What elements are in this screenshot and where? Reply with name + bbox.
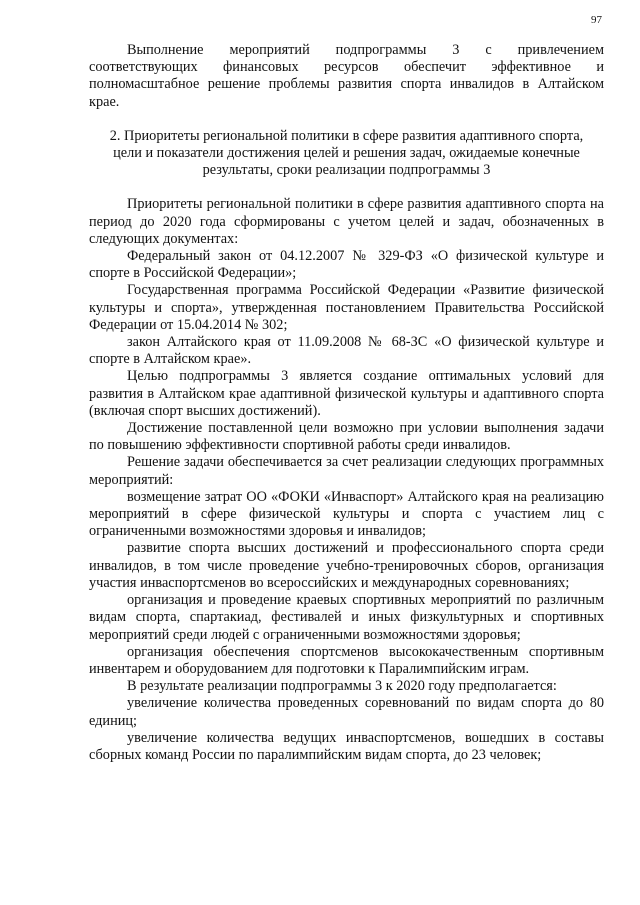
document-body [89,42,604,764]
paragraph: увеличение количества проведенных соревнований по видам спорта до 80 единиц; [89,695,604,729]
section-heading: 2. Приоритеты региональной политики в сфере развития адаптивного спорта, цели и показатели достижения целей и решения задач, ожидаемые конечные результаты, сроки реализации подпрограммы 3 [109,127,584,179]
paragraph: организация и проведение краевых спортивных мероприятий по различным видам спорта, спартакиад, фестивалей и иных физкультурных и спортивных мероприятий среди людей с ограниченными возможностями здоровья; [89,592,604,643]
paragraph: увеличение количества ведущих инваспортсменов, вошедших в составы сборных команд России по паралимпийским видам спорта, до 23 человек; [89,729,604,763]
paragraph: Приоритеты региональной политики в сфере развития адаптивного спорта на период до 2020 года сформированы с учетом целей и задач, обозначенных в следующих документах: [89,196,604,247]
paragraph: Федеральный закон от 04.12.2007 № 329-ФЗ «О физической культуре и спорте в Российской Федерации»; [89,248,604,282]
paragraph: Целью подпрограммы 3 является создание оптимальных условий для развития в Алтайском крае адаптивной физической культуры и адаптивного спорта (включая спорт высших достижений). [89,368,604,419]
paragraph: развитие спорта высших достижений и профессионального спорта среди инвалидов, в том числе проведение учебно-тренировочных сборов, организация участия инваспортсменов во всероссийских и международных соревнованиях; [89,540,604,591]
intro-paragraph: Выполнение мероприятий подпрограммы 3 с привлечением соответствующих финансовых ресурсов обеспечит эффективное и полномасштабное решение проблемы развития спорта инвалидов в Алтайском крае. [89,42,604,110]
paragraph: Достижение поставленной цели возможно при условии выполнения задачи по повышению эффективности спортивной работы среди инвалидов. [89,420,604,454]
paragraph: возмещение затрат ОО «ФОКИ «Инваспорт» Алтайского края на реализацию мероприятий в сфере физической культуры и спорта с участием лиц с ограниченными возможностями здоровья и инвалидов; [89,488,604,540]
page-number: 97 [591,14,602,26]
paragraph: В результате реализации подпрограммы 3 к 2020 году предполагается: [127,678,557,695]
paragraph: Решение задачи обеспечивается за счет реализации следующих программных мероприятий: [89,454,604,488]
paragraph: организация обеспечения спортсменов высококачественным спортивным инвентарем и оборудованием для подготовки к Паралимпийским играм. [89,643,604,677]
paragraph: Государственная программа Российской Федерации «Развитие физической культуры и спорта», утвержденная постановлением Правительства Российской Федерации от 15.04.2014 № 302; [89,282,604,333]
paragraph: закон Алтайского края от 11.09.2008 № 68-ЗС «О физической культуре и спорте в Алтайском крае». [89,334,604,368]
